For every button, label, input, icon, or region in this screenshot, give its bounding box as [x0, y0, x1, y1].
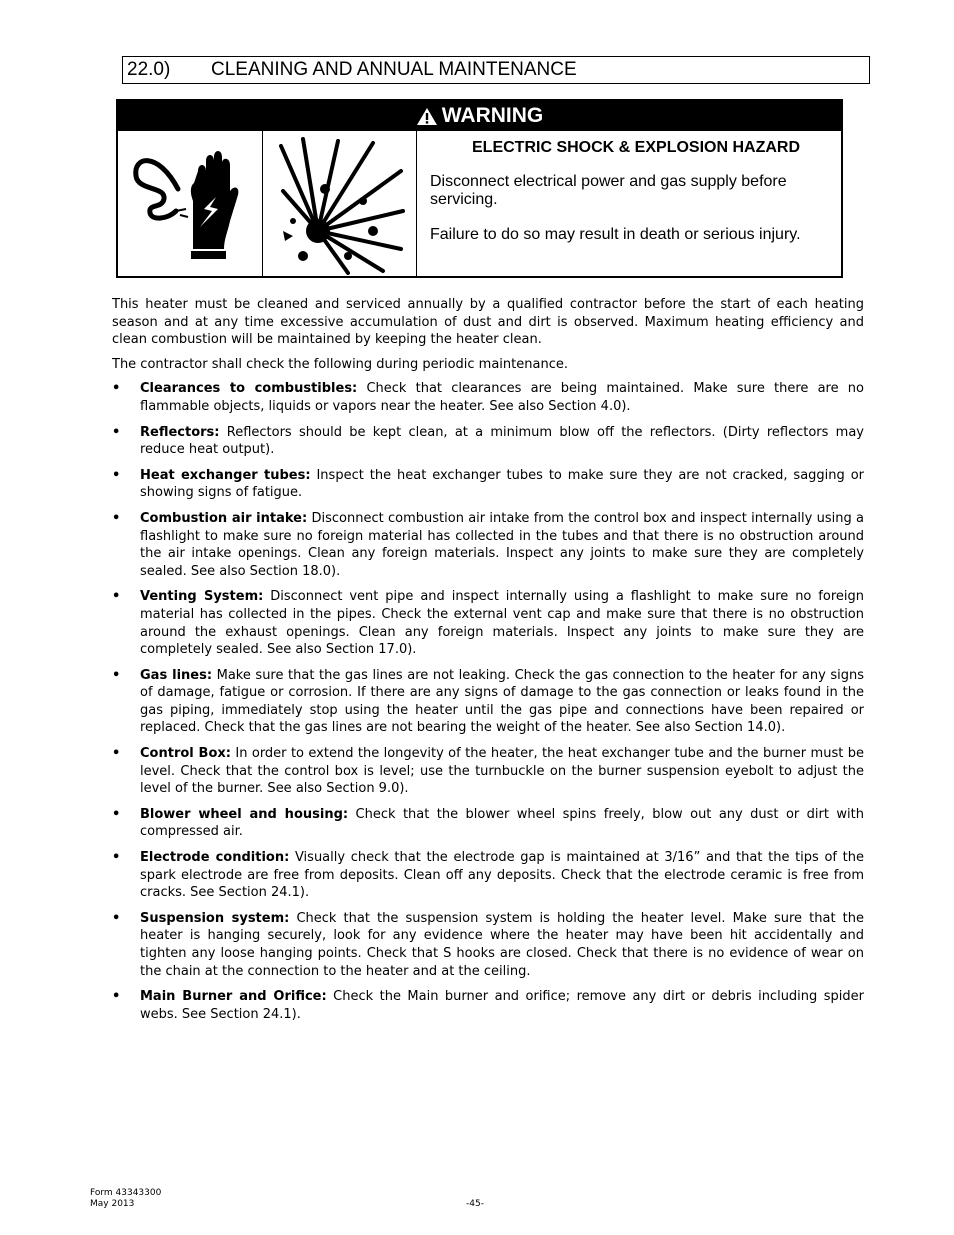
- bullet-icon: •: [112, 510, 121, 526]
- warning-triangle-icon: [416, 107, 438, 126]
- maintenance-content: [112, 296, 864, 1031]
- page-number: -45-: [466, 1199, 484, 1209]
- explosion-icon: [263, 131, 417, 278]
- warning-label: WARNING: [441, 104, 544, 127]
- bullet-icon: •: [112, 806, 121, 822]
- bullet-icon: •: [112, 850, 121, 866]
- explosion-hazard-cell: [263, 131, 417, 276]
- hazard-instruction-2: Failure to do so may result in death or serious injury.: [430, 226, 801, 243]
- electric-shock-hand-icon: [118, 131, 263, 278]
- list-item: • Blower wheel and housing: Check that the blower wheel spins freely, blow out any dust or dirt with compressed air.: [112, 806, 864, 840]
- shock-hazard-cell: [118, 131, 263, 276]
- hazard-title: ELECTRIC SHOCK & EXPLOSION HAZARD: [472, 139, 801, 156]
- list-item: • Control Box: In order to extend the longevity of the heater, the heat exchanger tube and the burner must be level. Check that the control box is level; use the turnbuckle on the burner suspension eyebolt to adjust the level of the burner. See also Section 9.0).: [112, 746, 864, 797]
- list-item: • Main Burner and Orifice: Check the Main burner and orifice; remove any dirt or debris including spider webs. See Section 24.1).: [112, 989, 864, 1022]
- list-item: • Electrode condition: Visually check that the electrode gap is maintained at 3/16” and that the tips of the spark electrode are free from deposits. Clean off any deposits. Check that the electrode ceramic is free from cracks. See Section 24.1).: [112, 850, 864, 901]
- bullet-icon: •: [112, 381, 121, 397]
- footer-form-info: [90, 1188, 161, 1210]
- bullet-icon: •: [112, 989, 121, 1005]
- bullet-icon: •: [112, 910, 121, 926]
- bullet-icon: •: [112, 424, 121, 440]
- contractor-note: The contractor shall check the following during periodic maintenance.: [112, 356, 568, 372]
- bullet-icon: •: [112, 467, 121, 483]
- list-item: • Combustion air intake: Disconnect combustion air intake from the control box and inspect internally using a flashlight to make sure no foreign material has collected in the tubes and that there is no obstruction around the air intake openings. Clean any foreign materials. Inspect any joints to make sure they are completely sealed. See also Section 18.0).: [112, 510, 865, 579]
- intro-paragraph: This heater must be cleaned and serviced annually by a qualified contractor before the start of each heating season and at any time excessive accumulation of dust and dirt is observed. Maximum heating efficiency and clean combustion will be maintained by keeping the heater clean.: [112, 297, 864, 348]
- form-number: Form 43343300: [90, 1188, 162, 1198]
- bullet-icon: •: [112, 589, 121, 605]
- list-item: • Heat exchanger tubes: Inspect the heat exchanger tubes to make sure they are not cracked, sagging or showing signs of fatigue.: [112, 467, 864, 501]
- hazard-text-cell: [417, 131, 841, 276]
- bullet-icon: •: [112, 667, 121, 683]
- section-number: 22.0): [127, 59, 171, 80]
- hazard-instruction-1: Disconnect electrical power and gas supply before servicing.: [430, 173, 787, 208]
- warning-banner: [118, 101, 841, 131]
- list-item: • Venting System: Disconnect vent pipe and inspect internally using a flashlight to make sure no foreign material has collected in the pipes. Check the external vent cap and make sure that there is no obstruction around the exhaust openings. Clean any foreign materials. Inspect any joints to make sure they are completely sealed. See also Section 17.0).: [112, 589, 864, 658]
- list-item: • Reflectors: Reflectors should be kept clean, at a minimum blow off the reflectors. (Dirty reflectors may reduce heat output).: [112, 424, 864, 458]
- section-header: [122, 56, 870, 84]
- form-date: May 2013: [90, 1199, 135, 1209]
- maintenance-checklist: [112, 380, 864, 1023]
- bullet-icon: •: [112, 746, 121, 762]
- warning-box: [116, 99, 843, 278]
- list-item: • Clearances to combustibles: Check that clearances are being maintained. Make sure there are no flammable objects, liquids or vapors near the heater. See also Section 4.0).: [112, 381, 864, 414]
- section-title: CLEANING AND ANNUAL MAINTENANCE: [211, 59, 577, 80]
- list-item: • Gas lines: Make sure that the gas lines are not leaking. Check the gas connection to the heater for any signs of damage, fatigue or corrosion. If there are any signs of damage to the gas connection or leaks found in the gas piping, immediately stop using the heater until the gas pipe and connections have been repaired or replaced. Check that the gas lines are not bearing the weight of the heater. See also Section 14.0).: [112, 667, 864, 736]
- list-item: • Suspension system: Check that the suspension system is holding the heater level. Make sure that the heater is hanging securely, look for any evidence where the heater may have been hit accidentally and tighten any loose hanging points. Check that S hooks are closed. Check that there is no evidence of wear on the chain at the connection to the heater and at the ceiling.: [112, 910, 864, 979]
